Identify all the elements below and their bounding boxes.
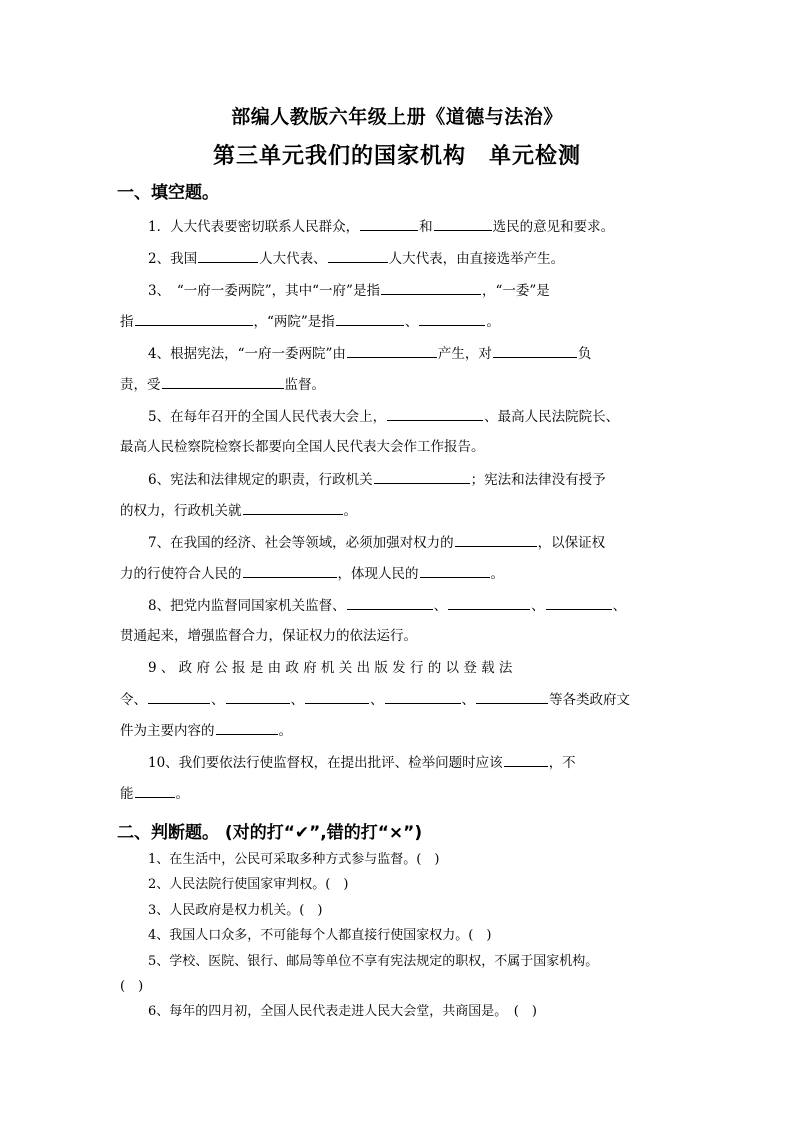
question-2: 2、我国 人大代表、 人大代表，由直接选举产生。 xyxy=(120,248,708,269)
answer-blank[interactable] xyxy=(336,311,404,326)
answer-blank[interactable] xyxy=(455,532,537,547)
tf-item-4[interactable]: 4、我国人口众多，不可能每个人都直接行使国家权力。( ) xyxy=(148,928,492,943)
question-6-line2: 的权力，行政机关就 。 xyxy=(120,500,680,521)
answer-blank[interactable] xyxy=(226,689,290,704)
answer-blank[interactable] xyxy=(135,311,253,326)
answer-blank[interactable] xyxy=(162,374,284,389)
answer-blank[interactable] xyxy=(385,689,461,704)
answer-blank[interactable] xyxy=(347,595,433,610)
question-1: 1．人大代表要密切联系人民群众， 和 选民的意见和要求。 xyxy=(120,216,708,237)
answer-blank[interactable] xyxy=(243,500,343,515)
document-title: 部编人教版六年级上册《道德与法治》 xyxy=(231,106,563,128)
question-10-line1: 10、我们要依法行使监督权，在提出批评、检举问题时应该 ，不 xyxy=(120,752,708,773)
section-heading-true-false: 二、判断题。 (对的打“✔”,错的打“×”) xyxy=(117,823,423,843)
answer-blank[interactable] xyxy=(420,563,490,578)
question-7-line2: 力的行使符合人民的 ，体现人民的 。 xyxy=(120,563,680,584)
answer-blank[interactable] xyxy=(148,689,210,704)
answer-blank[interactable] xyxy=(347,343,437,358)
tf-item-5-bracket[interactable]: ( ) xyxy=(120,979,144,994)
tf-item-1[interactable]: 1、在生活中，公民可采取多种方式参与监督。( ) xyxy=(148,852,440,867)
answer-blank[interactable] xyxy=(419,311,485,326)
answer-blank[interactable] xyxy=(493,343,577,358)
answer-blank[interactable] xyxy=(434,216,492,231)
answer-blank[interactable] xyxy=(243,563,337,578)
answer-blank[interactable] xyxy=(305,689,369,704)
answer-blank[interactable] xyxy=(504,752,548,767)
tf-item-5[interactable]: 5、学校、医院、银行、邮局等单位不享有宪法规定的职权，不属于国家机构。 xyxy=(148,954,599,969)
question-3-line1: 3、 “一府一委两院”，其中“一府”是指 ，“一委”是 xyxy=(120,280,708,301)
question-5-line1: 5、在每年召开的全国人民代表大会上， 、最高人民法院院长、 xyxy=(120,406,708,427)
question-5-line2: 最高人民检察院检察长都要向全国人民代表大会作工作报告。 xyxy=(120,439,485,455)
question-9-line3: 件为主要内容的 。 xyxy=(120,720,680,741)
answer-blank[interactable] xyxy=(381,280,481,295)
tf-item-2[interactable]: 2、人民法院行使国家审判权。( ) xyxy=(148,877,349,892)
question-4-line1: 4、根据宪法，“一府一委两院”由 产生，对 负 xyxy=(120,343,708,364)
answer-blank[interactable] xyxy=(476,689,548,704)
tf-item-6[interactable]: 6、每年的四月初，全国人民代表走进人民大会堂，共商国是。 ( ) xyxy=(148,1004,537,1019)
document-subtitle: 第三单元我们的国家机构 单元检测 xyxy=(212,144,581,169)
question-9-line1: 9 、 政 府 公 报 是 由 政 府 机 关 出 版 发 行 的 以 登 载 法 xyxy=(148,660,513,676)
answer-blank[interactable] xyxy=(135,783,175,798)
answer-blank[interactable] xyxy=(328,248,388,263)
question-8-line1: 8、把党内监督同国家机关监督、 、 、 、 xyxy=(120,595,708,616)
question-8-line2: 贯通起来，增强监督合力，保证权力的依法运行。 xyxy=(120,628,417,644)
question-3-line2: 指 ，“两院”是指 、 。 xyxy=(120,311,680,332)
question-10-line2: 能 。 xyxy=(120,783,680,804)
answer-blank[interactable] xyxy=(546,595,612,610)
section-heading-fill-blank: 一、填空题。 xyxy=(117,183,219,203)
answer-blank[interactable] xyxy=(360,216,418,231)
answer-blank[interactable] xyxy=(216,720,278,735)
answer-blank[interactable] xyxy=(198,248,258,263)
question-4-line2: 责，受 监督。 xyxy=(120,374,680,395)
answer-blank[interactable] xyxy=(387,406,483,421)
question-7-line1: 7、在我国的经济、社会等领域，必须加强对权力的 ，以保证权 xyxy=(120,532,708,553)
tf-item-3[interactable]: 3、人民政府是权力机关。( ) xyxy=(148,903,323,918)
question-9-line2: 令、 、 、 、 、 等各类政府文 xyxy=(120,689,680,710)
question-6-line1: 6、宪法和法律规定的职责，行政机关 ；宪法和法律没有授予 xyxy=(120,469,708,490)
answer-blank[interactable] xyxy=(448,595,530,610)
answer-blank[interactable] xyxy=(374,469,470,484)
